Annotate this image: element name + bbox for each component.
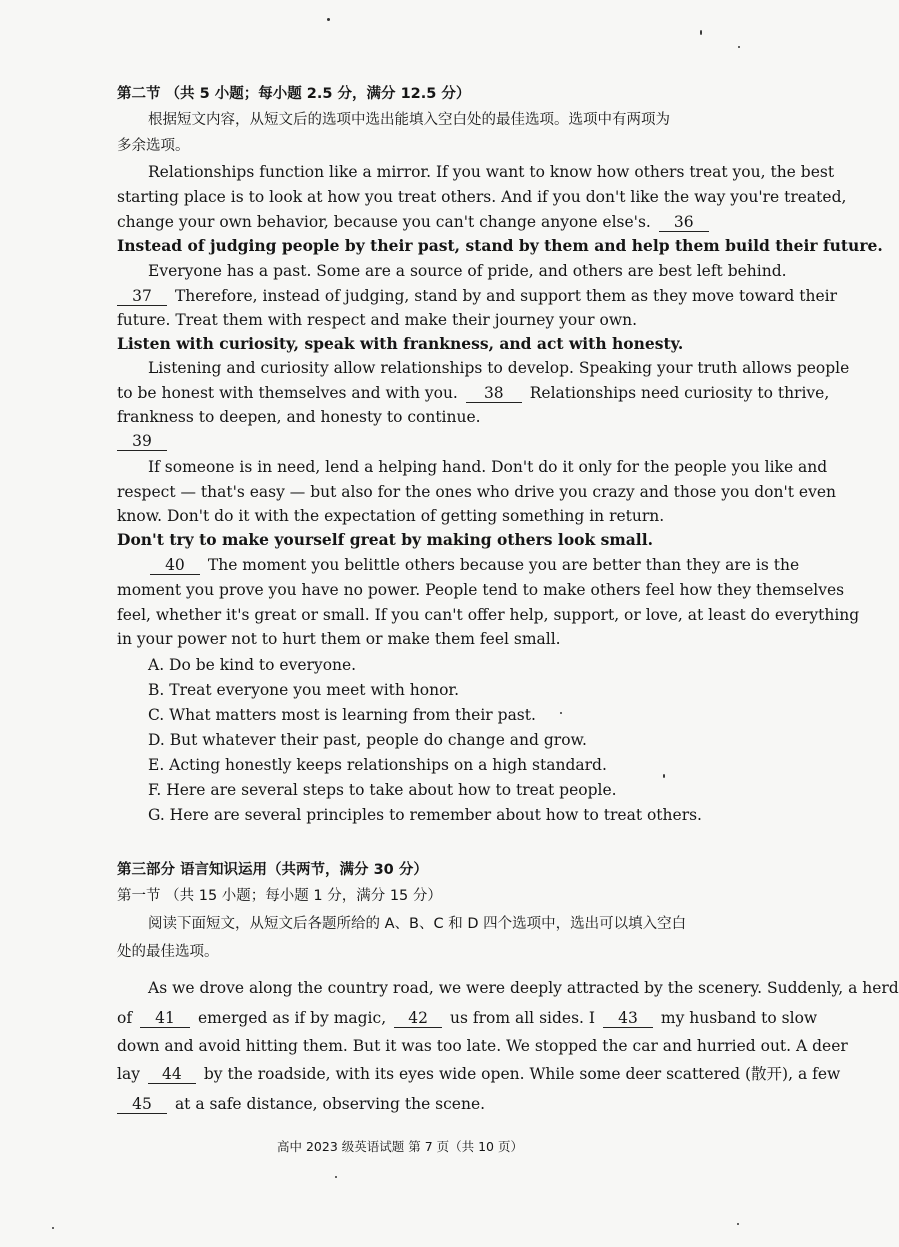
text-span: to be honest with themselves and with you. [117,384,458,402]
option-d: D. But whatever their past, people do change and grow. [148,731,587,749]
paragraph-line [117,429,730,453]
section-header: 第二节 （共 5 小题；每小题 2.5 分，满分 12.5 分） [117,86,471,102]
paragraph-line: down and avoid hitting them. But it was too late. We stopped the car and hurried out. A deer [117,1037,848,1055]
instruction-line: 处的最佳选项。 [117,944,219,960]
paragraph-line: respect — that's easy — but also for the ones who drive you crazy and those you don't even [117,483,836,501]
text-span: at a safe distance, observing the scene. [174,1095,486,1113]
text-span: of [117,1009,133,1027]
option-g: G. Here are several principles to remember about how to treat others. [148,806,702,824]
blank-45: 45 [117,1095,167,1114]
option-a: A. Do be kind to everyone. [148,656,357,674]
blank-38: 38 [466,384,522,403]
subheading: Don't try to make yourself great by making others look small. [117,530,653,549]
paragraph-line: starting place is to look at how you treat others. And if you don't like the way you're treated, [117,188,847,206]
paragraph-line: If someone is in need, lend a helping hand. Don't do it only for the people you like and [148,458,828,476]
section-header: 第一节 （共 15 小题；每小题 1 分，满分 15 分） [117,888,442,904]
blank-44: 44 [148,1065,196,1084]
text-span: my husband to slow [660,1009,818,1027]
paragraph-line [117,1092,730,1116]
paragraph-line: As we drove along the country road, we were deeply attracted by the scenery. Suddenly, a herd [148,979,899,997]
subheading: Instead of judging people by their past, stand by them and help them build their future. [117,236,883,255]
scan-speck [560,712,562,714]
option-c: C. What matters most is learning from their past. [148,706,536,724]
option-f: F. Here are several steps to take about how to treat people. [148,781,617,799]
text-span: us from all sides. I [450,1009,596,1027]
scan-speck [700,30,702,35]
text-span: emerged as if by magic, [197,1009,387,1027]
scan-speck [335,1176,337,1178]
paragraph-line: Everyone has a past. Some are a source of pride, and others are best left behind. [148,262,787,280]
instruction-line: 阅读下面短文，从短文后各题所给的 A、B、C 和 D 四个选项中，选出可以填入空白 [148,916,687,932]
scan-speck [663,774,665,778]
blank-37: 37 [117,287,167,306]
page-footer: 高中 2023 级英语试题 第 7 页（共 10 页） [277,1139,523,1154]
blank-43: 43 [603,1009,653,1028]
option-e: E. Acting honestly keeps relationships on a high standard. [148,756,607,774]
blank-36: 36 [659,213,709,232]
subheading: Listen with curiosity, speak with frankness, and act with honesty. [117,334,684,353]
text-span: change your own behavior, because you can't change anyone else's. [117,213,651,231]
paragraph-line: Listening and curiosity allow relationships to develop. Speaking your truth allows people [148,359,850,377]
paragraph-line [117,1062,841,1086]
text-span: The moment you belittle others because you are better than they are is the [207,556,800,574]
scan-speck [738,46,740,48]
paragraph-line: frankness to deepen, and honesty to continue. [117,408,481,426]
scan-speck [327,18,330,21]
part-header: 第三部分 语言知识运用（共两节，满分 30 分） [117,862,428,878]
instruction-line: 多余选项。 [117,138,190,154]
text-span: lay [117,1065,140,1083]
paragraph-line [117,284,838,308]
paragraph-line: moment you prove you have no power. People tend to make others feel how they themselves [117,581,845,599]
blank-41: 41 [140,1009,190,1028]
text-span: by the roadside, with its eyes wide open. While some deer scattered (散开), a few [203,1065,841,1083]
paragraph-line [117,381,830,405]
paragraph-line: feel, whether it's great or small. If you can't offer help, support, or love, at least do everything [117,606,860,624]
paragraph-line [117,210,730,234]
text-span: Therefore, instead of judging, stand by and support them as they move toward their [174,287,838,305]
blank-39: 39 [117,432,167,451]
text-span: Relationships need curiosity to thrive, [529,384,830,402]
paragraph-line [117,553,800,577]
paragraph-line: Relationships function like a mirror. If you want to know how others treat you, the best [148,163,835,181]
instruction-line: 根据短文内容，从短文后的选项中选出能填入空白处的最佳选项。选项中有两项为 [148,112,670,128]
paragraph-line: in your power not to hurt them or make them feel small. [117,630,561,648]
blank-40: 40 [150,556,200,575]
option-b: B. Treat everyone you meet with honor. [148,681,460,699]
scan-speck [52,1227,54,1229]
blank-42: 42 [394,1009,442,1028]
paragraph-line: know. Don't do it with the expectation of getting something in return. [117,507,665,525]
scan-speck [737,1223,739,1225]
paragraph-line: future. Treat them with respect and make their journey your own. [117,311,637,329]
paragraph-line [117,1006,818,1030]
